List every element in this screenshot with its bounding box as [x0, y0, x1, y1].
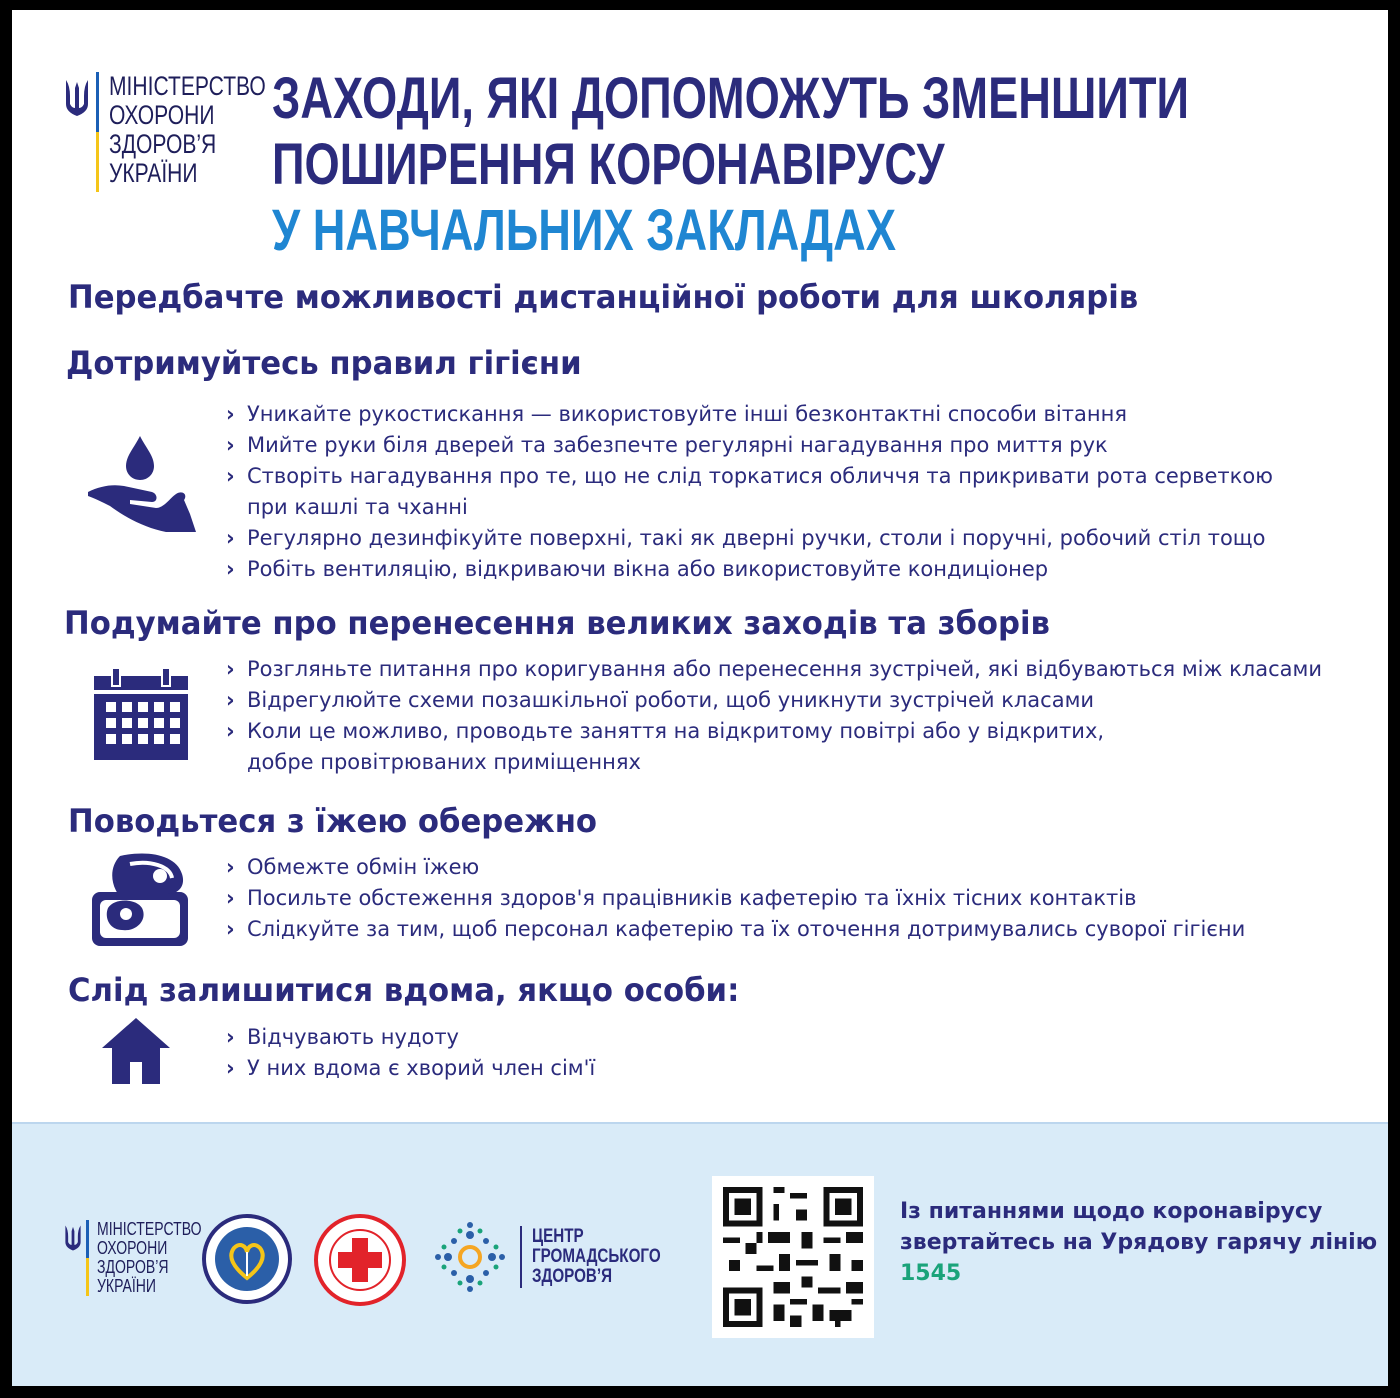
food-list	[226, 852, 1245, 945]
section-title-events: Подумайте про перенесення великих заходів та зборів	[64, 604, 1050, 642]
list-item: › Уникайте рукостискання — використовуйте інші безконтактні способи вітання	[226, 402, 1127, 426]
logo-line: МІНІСТЕРСТВО	[109, 71, 266, 101]
headline-line-3: У НАВЧАЛЬНИХ ЗАКЛАДАХ	[272, 198, 896, 263]
section-title-food: Поводьтеся з їжею обережно	[68, 802, 598, 840]
red-cross-logo	[314, 1214, 406, 1306]
trident-icon	[64, 1224, 82, 1252]
trident-icon	[64, 78, 90, 118]
list-item: › Слідкуйте за тим, щоб персонал кафетерію та їх оточення дотримувались суворої гігієни	[226, 917, 1246, 941]
list-item: › Відчувають нудоту	[226, 1025, 459, 1049]
list-item: › Відрегулюйте схеми позашкільної роботи, щоб уникнути зустрічей класами	[226, 688, 1095, 712]
food-tray-icon	[90, 850, 190, 950]
logo-line: ОХОРОНИ	[109, 100, 215, 130]
list-item: › Розгляньте питання про коригування або перенесення зустрічей, які відбуваються між класами	[226, 657, 1322, 681]
list-item: › Створіть нагадування про те, що не слід торкатися обличчя та прикривати рота серветкою	[226, 464, 1273, 488]
list-item: добре провітрюваних приміщеннях	[247, 750, 641, 774]
house-icon	[100, 1014, 172, 1086]
hotline-number[interactable]: 1545	[900, 1261, 962, 1286]
section-title-remote: Передбачте можливості дистанційної роботи для школярів	[68, 278, 1139, 316]
headline	[272, 66, 1388, 264]
poster	[12, 10, 1388, 1386]
list-item: при кашлі та чханні	[247, 495, 468, 519]
qr-code[interactable]	[712, 1176, 874, 1338]
list-item: › Коли це можливо, проводьте заняття на відкритому повітрі або у відкритих,	[226, 719, 1105, 743]
logo-line: ЗДОРОВ’Я	[97, 1257, 169, 1277]
logo-line: ОХОРОНИ	[97, 1238, 168, 1258]
list-item: › У них вдома є хворий член сім'ї	[226, 1056, 596, 1080]
public-health-center-logo	[430, 1217, 693, 1297]
headline-line-2: ПОШИРЕННЯ КОРОНАВІРУСУ	[272, 132, 945, 197]
list-item: › Мийте руки біля дверей та забезпечте регулярні нагадування про миття рук	[226, 433, 1108, 457]
volunteer-council-logo	[202, 1214, 292, 1304]
logo-divider	[96, 72, 99, 192]
list-item: › Обмежте обмін їжею	[226, 855, 480, 879]
list-item: › Регулярно дезинфікуйте поверхні, такі як дверні ручки, столи і поручні, робочий стіл тощо	[226, 526, 1266, 550]
center-logo-line: ЗДОРОВ’Я	[532, 1266, 613, 1287]
logo-divider	[86, 1220, 89, 1296]
hygiene-list	[226, 399, 1273, 585]
logo-line: МІНІСТЕРСТВО	[97, 1219, 202, 1239]
logo-divider	[520, 1226, 522, 1288]
hotline-line-1: Із питаннями щодо коронавірусу	[900, 1199, 1323, 1224]
section-title-home: Слід залишитися вдома, якщо особи:	[68, 971, 740, 1009]
section-title-hygiene: Дотримуйтесь правил гігієни	[66, 344, 582, 382]
logo-line: ЗДОРОВ’Я	[109, 129, 217, 159]
calendar-icon	[94, 668, 188, 760]
events-list	[226, 654, 1322, 778]
hotline-info	[900, 1196, 1377, 1289]
footer	[12, 1122, 1388, 1386]
hotline-line-2: звертайтесь на Урядову гарячу лінію	[900, 1230, 1378, 1255]
center-logo-line: ГРОМАДСЬКОГО	[532, 1246, 661, 1267]
headline-line-1: ЗАХОДИ, ЯКІ ДОПОМОЖУТЬ ЗМЕНШИТИ	[272, 66, 1190, 131]
logo-line: УКРАЇНИ	[109, 158, 198, 188]
home-list	[226, 1022, 595, 1084]
list-item: › Посильте обстеження здоров'я працівників кафетерію та їхніх тісних контактів	[226, 886, 1137, 910]
list-item: › Робіть вентиляцію, відкриваючи вікна або використовуйте кондиціонер	[226, 557, 1049, 581]
center-logo-line: ЦЕНТР	[532, 1226, 584, 1247]
hand-water-drop-icon	[86, 434, 198, 534]
logo-line: УКРАЇНИ	[97, 1276, 157, 1296]
public-health-dots-icon	[430, 1217, 510, 1297]
